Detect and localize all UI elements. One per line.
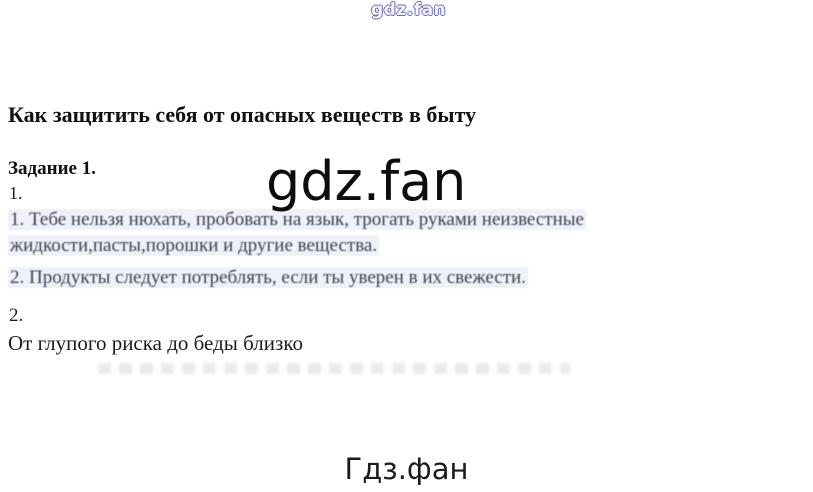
part2-answer-text: От глупого риска до беды близко (8, 331, 303, 355)
site-logo-bottom: Гдз.фан (344, 452, 469, 486)
page-title: Как защитить себя от опасных веществ в быту (8, 102, 477, 127)
part2-number: 2. (9, 305, 24, 326)
answer-text-block (8, 207, 586, 291)
answer-line: жидкости,пасты,порошки и другие вещества. (10, 234, 378, 256)
erased-text-smudge (98, 363, 570, 374)
line-gap (8, 258, 586, 265)
task-heading: Задание 1. (8, 158, 96, 179)
watermark-center: gdz.fan (266, 150, 467, 213)
part1-number: 1. (9, 183, 23, 203)
answer-line: 2. Продукты следует потреблять, если ты уверен в их свежести. (10, 267, 526, 288)
answer-line: 1. Тебе нельзя нюхать, пробовать на язык, трогать руками неизвестные (10, 209, 584, 230)
site-logo-top: gdz.fan (371, 0, 447, 20)
